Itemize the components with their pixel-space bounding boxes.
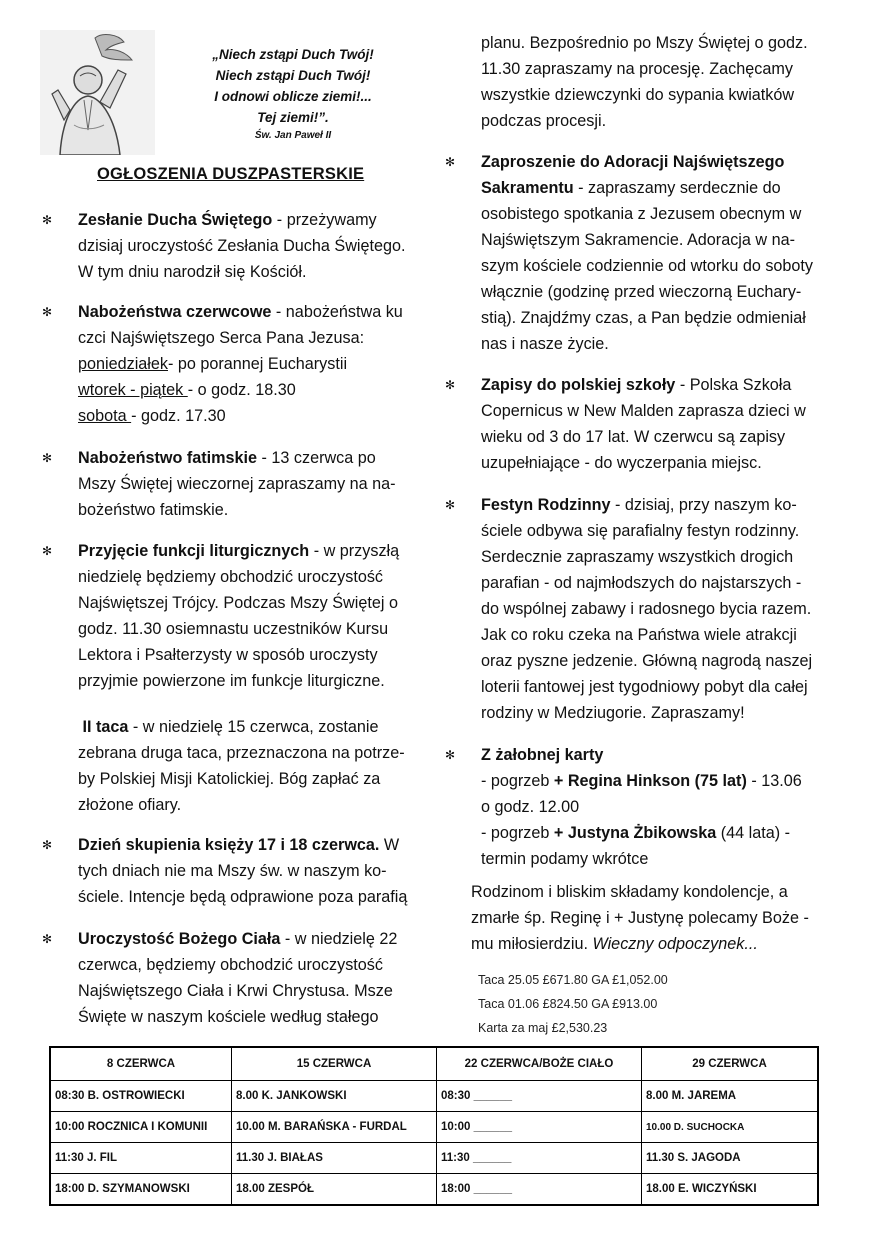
announcement-priests-retreat bbox=[42, 832, 438, 910]
table-header: 15 CZERWCA bbox=[232, 1047, 437, 1081]
announcement-text: oraz pyszne jedzenie. Główną nagrodą naszej bbox=[481, 652, 813, 670]
announcement-heading: Zaproszenie do Adoracji Najświętszego bbox=[481, 153, 785, 171]
announcement-procession bbox=[481, 30, 861, 134]
table-header: 22 CZERWCA/BOŻE CIAŁO bbox=[437, 1047, 642, 1081]
asterisk-bullet-icon: ✻ bbox=[42, 932, 53, 946]
announcement-text: złożone ofiary. bbox=[78, 796, 182, 814]
announcement-heading: II taca bbox=[82, 718, 129, 736]
schedule-line bbox=[78, 403, 438, 429]
condolence-text: mu miłosierdziu. bbox=[471, 935, 593, 953]
announcement-obituaries bbox=[445, 742, 861, 872]
announcement-text: Copernicus w New Malden zaprasza dzieci w bbox=[481, 402, 806, 420]
asterisk-bullet-icon: ✻ bbox=[445, 378, 456, 392]
collection-line: Taca 25.05 £671.80 GA £1,052.00 bbox=[478, 973, 668, 987]
announcement-text: ściele odbywa się parafialny festyn rodzinny. bbox=[481, 522, 800, 540]
table-cell: 8.00 K. JANKOWSKI bbox=[232, 1081, 437, 1112]
table-cell: 11.30 J. BIAŁAS bbox=[232, 1143, 437, 1174]
announcement-text: uzupełniające - do wyczerpania miejsc. bbox=[481, 454, 762, 472]
announcement-text: ściele. Intencje będą odprawione poza parafią bbox=[78, 888, 408, 906]
schedule-time: - po porannej Eucharystii bbox=[168, 355, 348, 373]
announcement-text: Lektora i Psałterzysty w sposób uroczysty bbox=[78, 646, 378, 664]
condolence-message bbox=[471, 879, 861, 957]
announcement-text: wieku od 3 do 17 lat. W czerwcu są zapisy bbox=[481, 428, 786, 446]
condolence-text: zmarłe śp. Reginę i + Justynę polecamy Boże - bbox=[471, 909, 809, 927]
announcement-text: Serdecznie zapraszamy wszystkich drogich bbox=[481, 548, 794, 566]
quote-line: I odnowi oblicze ziemi!... bbox=[214, 89, 372, 104]
asterisk-bullet-icon: ✻ bbox=[42, 838, 53, 852]
table-row bbox=[50, 1174, 818, 1206]
table-row bbox=[50, 1112, 818, 1143]
table-cell: 8.00 M. JAREMA bbox=[642, 1081, 819, 1112]
announcement-text: 11.30 zapraszamy na procesję. Zachęcamy bbox=[481, 60, 793, 78]
condolence-text: Rodzinom i bliskim składamy kondolencje, a bbox=[471, 883, 788, 901]
table-cell: 08:30 B. OSTROWIECKI bbox=[50, 1081, 232, 1112]
funeral-text: termin podamy wkrótce bbox=[481, 850, 649, 868]
asterisk-bullet-icon: ✻ bbox=[42, 451, 53, 465]
schedule-line bbox=[78, 351, 438, 377]
announcement-text: planu. Bezpośrednio po Mszy Świętej o godz. bbox=[481, 34, 808, 52]
schedule-day: poniedziałek bbox=[78, 355, 168, 373]
table-cell: 10.00 D. SUCHOCKA bbox=[642, 1112, 819, 1143]
table-cell: 08:30 ______ bbox=[437, 1081, 642, 1112]
schedule-time: - godz. 17.30 bbox=[131, 407, 226, 425]
announcement-text: włącznie (godzinę przed wieczorną Euchary- bbox=[481, 283, 802, 301]
announcement-text: tych dniach nie ma Mszy św. w naszym ko- bbox=[78, 862, 387, 880]
announcement-text: czerwca, będziemy obchodzić uroczystość bbox=[78, 956, 383, 974]
announcement-text: Najświętszego Ciała i Krwi Chrystusa. Msze bbox=[78, 982, 393, 1000]
funeral-name: + Regina Hinkson (75 lat) bbox=[553, 772, 747, 790]
table-header-row bbox=[50, 1047, 818, 1081]
quote-line: Tej ziemi!”. bbox=[257, 110, 329, 125]
announcement-text: Jak co roku czeka na Państwa wiele atrakcji bbox=[481, 626, 797, 644]
announcement-heading: Zapisy do polskiej szkoły bbox=[481, 376, 676, 394]
announcement-heading: Z żałobnej karty bbox=[481, 746, 604, 764]
announcement-heading: Sakramentu bbox=[481, 179, 574, 197]
table-cell: 11:30 ______ bbox=[437, 1143, 642, 1174]
announcement-text: - przeżywamy bbox=[272, 211, 377, 229]
funeral-name: + Justyna Żbikowska bbox=[553, 824, 717, 842]
asterisk-bullet-icon: ✻ bbox=[42, 305, 53, 319]
announcement-text: - nabożeństwa ku bbox=[271, 303, 403, 321]
schedule-day: sobota bbox=[78, 407, 132, 425]
asterisk-bullet-icon: ✻ bbox=[42, 544, 53, 558]
asterisk-bullet-icon: ✻ bbox=[445, 748, 456, 762]
announcement-heading: Uroczystość Bożego Ciała bbox=[78, 930, 281, 948]
announcement-text: loterii fantowej jest tygodniowy pobyt dla całej bbox=[481, 678, 808, 696]
quote-line: „Niech zstąpi Duch Twój! bbox=[212, 47, 374, 62]
table-header: 29 CZERWCA bbox=[642, 1047, 819, 1081]
announcement-adoration bbox=[445, 149, 861, 357]
announcement-text: Najświętszym Sakramencie. Adoracja w na- bbox=[481, 231, 795, 249]
schedule-time: - o godz. 18.30 bbox=[187, 381, 296, 399]
table-cell: 11.30 S. JAGODA bbox=[642, 1143, 819, 1174]
announcement-text: nas i nasze życie. bbox=[481, 335, 609, 353]
announcement-text: - 13 czerwca po bbox=[257, 449, 376, 467]
table-cell: 10.00 M. BARAŃSKA - FURDAL bbox=[232, 1112, 437, 1143]
quote-author: Św. Jan Paweł II bbox=[254, 130, 332, 141]
announcement-text: W tym dniu narodził się Kościół. bbox=[78, 263, 307, 281]
table-cell: 11:30 J. FIL bbox=[50, 1143, 232, 1174]
announcement-heading: Festyn Rodzinny bbox=[481, 496, 611, 514]
announcement-heading: Dzień skupienia księży 17 i 18 czerwca. bbox=[78, 836, 380, 854]
table-cell: 18.00 E. WICZYŃSKI bbox=[642, 1174, 819, 1206]
announcement-june-devotions bbox=[42, 299, 438, 429]
page-title: OGŁOSZENIA DUSZPASTERSKIE bbox=[97, 165, 365, 183]
asterisk-bullet-icon: ✻ bbox=[42, 213, 53, 227]
collection-line: Taca 01.06 £824.50 GA £913.00 bbox=[478, 997, 658, 1011]
funeral-text: - pogrzeb bbox=[481, 824, 554, 842]
announcement-heading: Nabożeństwo fatimskie bbox=[78, 449, 258, 467]
announcement-text: zebrana druga taca, przeznaczona na potrze- bbox=[78, 744, 405, 762]
announcement-text: przyjmie powierzone im funkcje liturgiczne. bbox=[78, 672, 385, 690]
funeral-text: o godz. 12.00 bbox=[481, 798, 580, 816]
announcement-text: bożeństwo fatimskie. bbox=[78, 501, 229, 519]
announcement-fatima bbox=[42, 445, 438, 523]
announcement-text: by Polskiej Misji Katolickiej. Bóg zapłać za bbox=[78, 770, 381, 788]
announcement-text: parafian - od najmłodszych do najstarszych - bbox=[481, 574, 802, 592]
schedule-line bbox=[78, 377, 438, 403]
asterisk-bullet-icon: ✻ bbox=[445, 155, 456, 169]
table-cell: 18.00 ZESPÓŁ bbox=[232, 1174, 437, 1206]
announcement-text: szym kościele codziennie od wtorku do soboty bbox=[481, 257, 814, 275]
announcement-heading: Przyjęcie funkcji liturgicznych bbox=[78, 542, 310, 560]
collections-summary bbox=[478, 968, 838, 1040]
table-cell: 18:00 ______ bbox=[437, 1174, 642, 1206]
announcement-text: osobistego spotkania z Jezusem obecnym w bbox=[481, 205, 802, 223]
asterisk-bullet-icon: ✻ bbox=[445, 498, 456, 512]
table-cell: 10:00 ROCZNICA I KOMUNII bbox=[50, 1112, 232, 1143]
announcement-text: czci Najświętszego Serca Pana Jezusa: bbox=[78, 329, 365, 347]
announcement-text: wszystkie dziewczynki do sypania kwiatków bbox=[481, 86, 795, 104]
announcement-text: W bbox=[379, 836, 400, 854]
announcement-polish-school bbox=[445, 372, 861, 476]
announcement-text: rodziny w Medziugorie. Zapraszamy! bbox=[481, 704, 745, 722]
table-header: 8 CZERWCA bbox=[50, 1047, 232, 1081]
collection-line: Karta za maj £2,530.23 bbox=[478, 1021, 608, 1035]
announcement-text: Najświętszej Trójcy. Podczas Mszy Świętej o bbox=[78, 594, 398, 612]
announcement-text: dzisiaj uroczystość Zesłania Ducha Świętego. bbox=[78, 237, 406, 255]
table-cell: 18:00 D. SZYMANOWSKI bbox=[50, 1174, 232, 1206]
funeral-text: (44 lata) - bbox=[716, 824, 791, 842]
condolence-prayer: Wieczny odpoczynek... bbox=[592, 935, 758, 953]
announcement-text: - dzisiaj, przy naszym ko- bbox=[610, 496, 797, 514]
table-cell: 10:00 ______ bbox=[437, 1112, 642, 1143]
announcement-second-collection bbox=[78, 714, 438, 818]
announcement-corpus-christi bbox=[42, 926, 438, 1030]
funeral-text: - pogrzeb bbox=[481, 772, 554, 790]
announcement-text: Święte w naszym kościele według stałego bbox=[78, 1008, 379, 1026]
announcement-text: podczas procesji. bbox=[481, 112, 607, 130]
funeral-text: - 13.06 bbox=[746, 772, 802, 790]
announcement-text: do wspólnej zabawy i radosnego bycia razem. bbox=[481, 600, 812, 618]
announcement-heading: Zesłanie Ducha Świętego bbox=[78, 211, 273, 229]
announcement-pentecost bbox=[42, 207, 438, 285]
announcement-text: - w przyszłą bbox=[309, 542, 400, 560]
announcement-family-festival bbox=[445, 492, 861, 726]
announcement-text: godz. 11.30 osiemnastu uczestników Kursu bbox=[78, 620, 389, 638]
quote-block bbox=[168, 44, 418, 144]
schedule-day: wtorek - piątek bbox=[78, 381, 188, 399]
announcement-text: - Polska Szkoła bbox=[675, 376, 792, 394]
announcement-text: - w niedzielę 22 bbox=[280, 930, 398, 948]
table-row bbox=[50, 1081, 818, 1112]
announcement-liturgical-functions bbox=[42, 538, 438, 694]
announcement-heading: Nabożeństwa czerwcowe bbox=[78, 303, 272, 321]
quote-line: Niech zstąpi Duch Twój! bbox=[215, 68, 371, 83]
announcement-text: niedzielę będziemy obchodzić uroczystość bbox=[78, 568, 384, 586]
mass-schedule-table bbox=[49, 1046, 819, 1206]
announcement-text: stią). Znajdźmy czas, a Pan będzie odmieniał bbox=[481, 309, 806, 327]
table-row bbox=[50, 1143, 818, 1174]
announcement-text: - w niedzielę 15 czerwca, zostanie bbox=[128, 718, 379, 736]
announcement-text: - zapraszamy serdecznie do bbox=[573, 179, 781, 197]
announcement-text: Mszy Świętej wieczornej zapraszamy na na- bbox=[78, 475, 396, 493]
pope-illustration bbox=[40, 30, 155, 155]
